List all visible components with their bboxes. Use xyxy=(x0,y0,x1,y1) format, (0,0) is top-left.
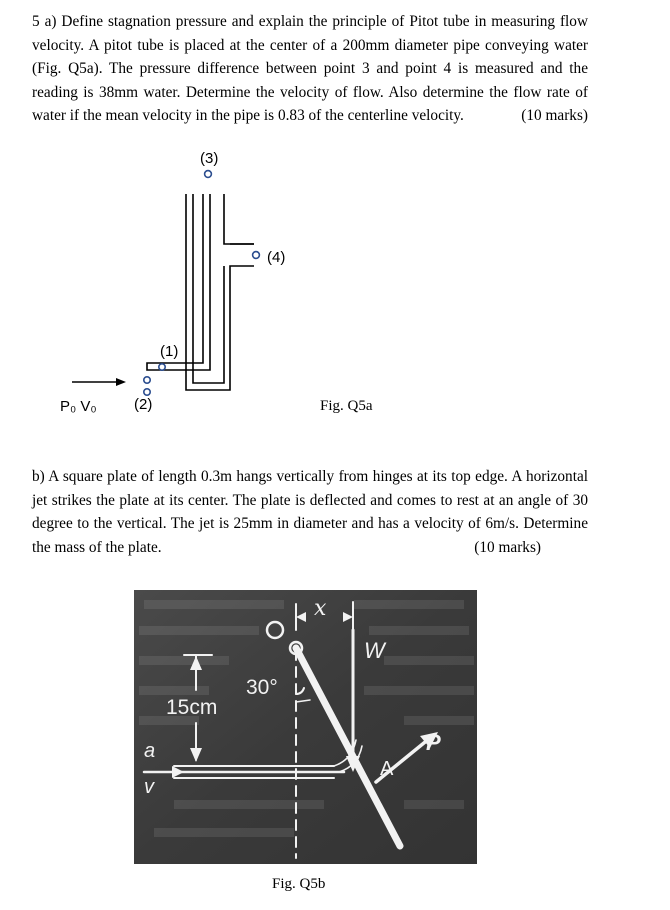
pitot-outer-tube xyxy=(186,194,254,390)
question-5b xyxy=(32,465,588,559)
label-point-4: (4) xyxy=(267,249,286,266)
point-2-marker xyxy=(144,389,150,395)
label-point-1: (1) xyxy=(160,343,179,360)
point-4-marker xyxy=(253,252,260,259)
point-1-marker xyxy=(159,364,165,370)
caption-fig-q5b: Fig. Q5b xyxy=(272,876,326,892)
label-inlet-p0-v0: P₀ V₀ xyxy=(60,398,97,415)
question-5a-text: 5 a) Define stagnation pressure and explain the principle of Pitot tube in measuring flow velocity. A pitot tube is placed at the center of a 200mm diameter pipe conveying water (Fig. Q5a). The pressure difference between point 3 and point 4 is measured and the reading is 38mm water. Determine the velocity of flow. Also determine the flow rate of water if the mean velocity in the pipe is 0.83 of the centerline velocity. xyxy=(32,13,588,125)
pitot-inner-tube xyxy=(147,194,210,370)
label-x: x xyxy=(314,596,327,621)
question-5b-marks: (10 marks) xyxy=(474,538,541,556)
label-15cm: 15cm xyxy=(166,696,218,719)
label-point-a: A xyxy=(380,758,394,780)
figure-q5a-pitot-tube xyxy=(0,140,670,430)
question-5a xyxy=(32,10,588,128)
label-w: W xyxy=(364,638,385,663)
flow-arrow-head xyxy=(116,378,126,386)
label-point-3: (3) xyxy=(200,150,219,167)
figure-q5b-drawing xyxy=(134,590,477,864)
label-a: a xyxy=(144,740,156,762)
caption-fig-q5a: Fig. Q5a xyxy=(320,398,373,414)
label-force-p: P xyxy=(426,730,441,755)
label-v: v xyxy=(144,776,154,798)
point-3-marker xyxy=(205,171,212,178)
label-point-2: (2) xyxy=(134,396,153,413)
question-5b-text: b) A square plate of length 0.3m hangs vertically from hinges at its top edge. A horizontal jet strikes the plate at its center. The plate is deflected and comes to rest at an angle of 30 degree to the vertical. The jet is 25mm in diameter and has a velocity of 6m/s. Determine the mass of the plate. xyxy=(32,468,588,556)
point-2-upper-marker xyxy=(144,377,150,383)
label-angle: 30° xyxy=(246,676,278,699)
figure-q5b-jet-on-plate xyxy=(134,590,477,864)
question-5a-marks: (10 marks) xyxy=(521,107,588,125)
